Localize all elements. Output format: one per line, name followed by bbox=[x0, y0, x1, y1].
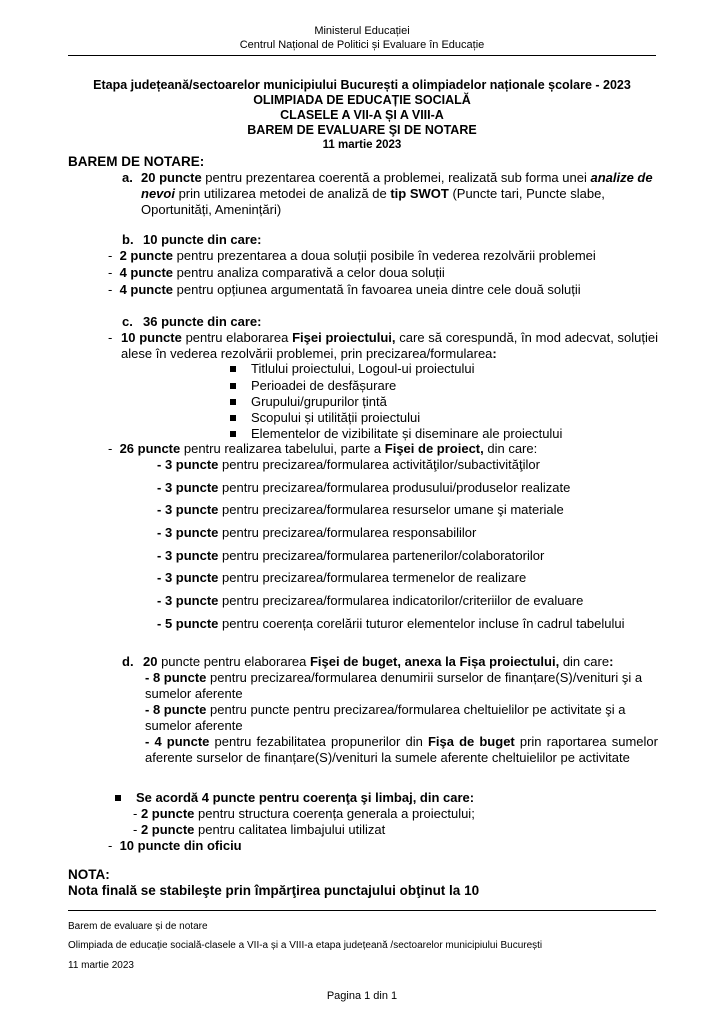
barem-heading: BAREM DE NOTARE: bbox=[68, 154, 205, 169]
footer-line: Olimpiada de educație socială-clasele a VII-a și a VIII-a etapa județeană /sectoarelor municipiului București bbox=[68, 940, 543, 951]
section-c-tabel: - 26 puncte pentru realizarea tabelului, parte a Fişei de proiect, din care: bbox=[108, 441, 538, 456]
tabel-item: - 5 puncte pentru coerența corelării tuturor elementelor incluse în cadrul tabelului bbox=[157, 616, 625, 631]
bullet-icon bbox=[230, 399, 236, 405]
title-stage: Etapa județeană/sectoarelor municipiului București a olimpiadelor naționale școlare - 2023 bbox=[93, 78, 631, 92]
tabel-item: - 3 puncte pentru precizarea/formularea termenelor de realizare bbox=[157, 570, 527, 585]
oficiu-item: - 10 puncte din oficiu bbox=[108, 838, 242, 853]
bullet-icon bbox=[115, 795, 121, 801]
page-number: Pagina 1 din 1 bbox=[326, 990, 398, 1002]
dash: - bbox=[108, 330, 113, 345]
buget-item: - 8 puncte pentru precizarea/formularea denumirii surselor de finanțare(S)/venituri şi a sumelor aferente bbox=[145, 670, 643, 701]
section-a-letter: a. bbox=[122, 170, 133, 185]
coerenta-item: - 2 puncte pentru structura coerența generala a proiectului; bbox=[133, 806, 475, 821]
section-a-text: 20 puncte pentru prezentarea coerentă a problemei, realizată sub forma unei analize de nevoi prin utilizarea metodei de analiză de tip SWOT (Puncte tari, Puncte slabe, Oportunități, Amenințări) bbox=[141, 170, 653, 217]
tabel-item: - 3 puncte pentru precizarea/formularea partenerilor/colaboratorilor bbox=[157, 548, 545, 563]
tabel-item: - 3 puncte pentru precizarea/formularea activităţilor/subactivităţilor bbox=[157, 457, 540, 472]
coerenta-item: - 2 puncte pentru calitatea limbajului utilizat bbox=[133, 822, 386, 837]
fisa-bullet-item: Grupului/grupurilor țintă bbox=[251, 394, 387, 409]
fisa-bullet-item: Perioadei de desfășurare bbox=[251, 378, 397, 393]
footer-divider bbox=[68, 910, 656, 911]
ministry-name: Ministerul Educației bbox=[314, 25, 410, 37]
tabel-item: - 3 puncte pentru precizarea/formularea indicatorilor/criteriilor de evaluare bbox=[157, 593, 584, 608]
section-b-title: 10 puncte din care: bbox=[143, 232, 262, 247]
buget-item: - 8 puncte pentru puncte pentru precizarea/formularea cheltuielilor pe activitate şi a sumelor aferente bbox=[145, 702, 626, 733]
bullet-icon bbox=[230, 431, 236, 437]
fisa-bullet-item: Titlului proiectului, Logoul-ui proiectului bbox=[251, 361, 475, 376]
fisa-bullet-item: Scopului și utilității proiectului bbox=[251, 410, 421, 425]
footer-line: Barem de evaluare și de notare bbox=[68, 921, 208, 932]
title-classes: CLASELE A VII-A ȘI A VIII-A bbox=[280, 108, 444, 122]
section-b-item: - 2 puncte pentru prezentarea a doua soluții posibile în vederea rezolvării problemei bbox=[108, 248, 596, 263]
footer-line: 11 martie 2023 bbox=[68, 960, 134, 971]
section-c-fisa-text: 10 puncte pentru elaborarea Fişei proiectului, care să corespundă, în mod adecvat, soluției alese în vederea rezolvării problemei, prin precizarea/formularea: bbox=[121, 330, 659, 361]
center-name: Centrul Național de Politici și Evaluare în Educație bbox=[239, 39, 485, 51]
tabel-item: - 3 puncte pentru precizarea/formularea resurselor umane şi materiale bbox=[157, 502, 564, 517]
bullet-icon bbox=[230, 415, 236, 421]
nota-label: NOTA: bbox=[68, 867, 110, 882]
section-d-letter: d. bbox=[122, 654, 134, 669]
section-b-item: - 4 puncte pentru analiza comparativă a celor doua soluții bbox=[108, 265, 445, 280]
section-b-letter: b. bbox=[122, 232, 134, 247]
nota-text: Nota finală se stabileşte prin împărţirea punctajului obţinut la 10 bbox=[68, 883, 480, 898]
section-d-title: 20 puncte pentru elaborarea Fişei de buget, anexa la Fișa proiectului, din care: bbox=[143, 654, 614, 669]
tabel-item: - 3 puncte pentru precizarea/formularea responsabililor bbox=[157, 525, 477, 540]
title-date: 11 martie 2023 bbox=[322, 139, 402, 151]
buget-item: - 4 puncte pentru fezabilitatea propunerilor din Fişa de buget prin raportarea sumelor aferente surselor de finanțare(S)/venituri la sumele aferente cheltuielilor pe activitate bbox=[145, 734, 658, 765]
section-b-item: - 4 puncte pentru opțiunea argumentată în favoarea uneia dintre cele două soluții bbox=[108, 282, 581, 297]
tabel-item: - 3 puncte pentru precizarea/formularea produsului/produselor realizate bbox=[157, 480, 571, 495]
fisa-bullet-item: Elementelor de vizibilitate și diseminare ale proiectului bbox=[251, 426, 563, 441]
bullet-icon bbox=[230, 366, 236, 372]
coerenta-title: Se acordă 4 puncte pentru coerenţa şi limbaj, din care: bbox=[136, 790, 475, 805]
title-olympiad: OLIMPIADA DE EDUCAȚIE SOCIALĂ bbox=[253, 93, 471, 107]
bullet-icon bbox=[230, 383, 236, 389]
section-c-title: 36 puncte din care: bbox=[143, 314, 262, 329]
header-divider bbox=[68, 55, 656, 56]
title-barem: BAREM DE EVALUARE ŞI DE NOTARE bbox=[247, 123, 477, 137]
section-c-letter: c. bbox=[122, 314, 133, 329]
